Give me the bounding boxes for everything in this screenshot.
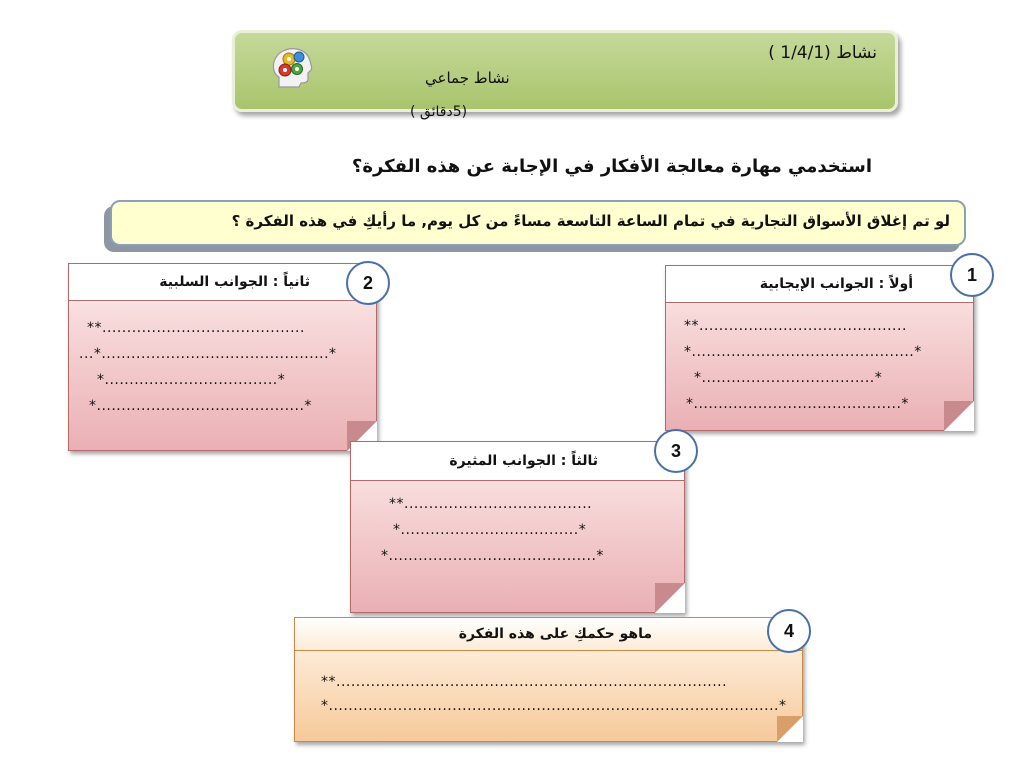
negative-aspects-card <box>68 263 377 451</box>
question-heading: استخدمي مهارة معالجة الأفكار في الإجابة عن هذه الفكرة؟ <box>351 156 872 177</box>
number-badge-1: 1 <box>950 253 994 297</box>
number-badge-2: 2 <box>346 261 390 305</box>
answer-line[interactable]: **...................................... <box>389 496 593 512</box>
answer-line[interactable]: *.............................................* <box>684 344 922 360</box>
activity-banner <box>232 30 898 112</box>
duration-label: (5دقائق ) <box>410 104 468 120</box>
prompt-box <box>110 200 966 246</box>
activity-title: نشاط (1/4/1 ) <box>768 43 877 63</box>
card-title: أولاً : الجوانب الإيجابية <box>759 276 913 292</box>
page-fold <box>655 583 685 613</box>
answer-line[interactable]: **............................................................................... <box>321 674 728 690</box>
card-header <box>295 618 802 651</box>
answer-line[interactable]: **.......................................... <box>684 318 907 334</box>
answer-line[interactable]: *..........................................* <box>89 398 312 414</box>
judgment-card <box>294 617 803 742</box>
prompt-text: لو تم إغلاق الأسواق التجارية في تمام الساعة التاسعة مساءً من كل يوم, ما رأيكِ في هذه الفكرة ؟ <box>231 212 950 230</box>
answer-line[interactable]: *...........................................................................................* <box>321 698 787 714</box>
card-header <box>69 264 376 301</box>
answer-line[interactable]: *...................................* <box>694 370 883 386</box>
number-badge-4: 4 <box>767 609 811 653</box>
answer-line[interactable]: **......................................... <box>87 320 305 336</box>
answer-line[interactable]: *..........................................* <box>686 396 909 412</box>
card-title: ثالثاً : الجوانب المثيرة <box>449 453 598 469</box>
number-badge-3: 3 <box>654 429 698 473</box>
page-fold <box>944 401 974 431</box>
positive-aspects-card <box>665 265 974 431</box>
interesting-aspects-card <box>350 441 685 613</box>
answer-line[interactable]: *..........................................* <box>381 548 604 564</box>
answer-line[interactable]: ...*..............................................* <box>79 346 337 362</box>
page-fold <box>777 716 803 742</box>
answer-line[interactable]: *...................................* <box>97 372 286 388</box>
head-gears-icon <box>267 43 317 93</box>
card-header <box>351 442 684 481</box>
group-activity-label: نشاط جماعي <box>425 69 510 87</box>
answer-line[interactable]: *....................................* <box>393 522 587 538</box>
card-title: ثانياً : الجوانب السلبية <box>159 274 310 290</box>
card-header <box>666 266 973 303</box>
card-title: ماهو حكمكِ على هذه الفكرة <box>458 626 652 642</box>
